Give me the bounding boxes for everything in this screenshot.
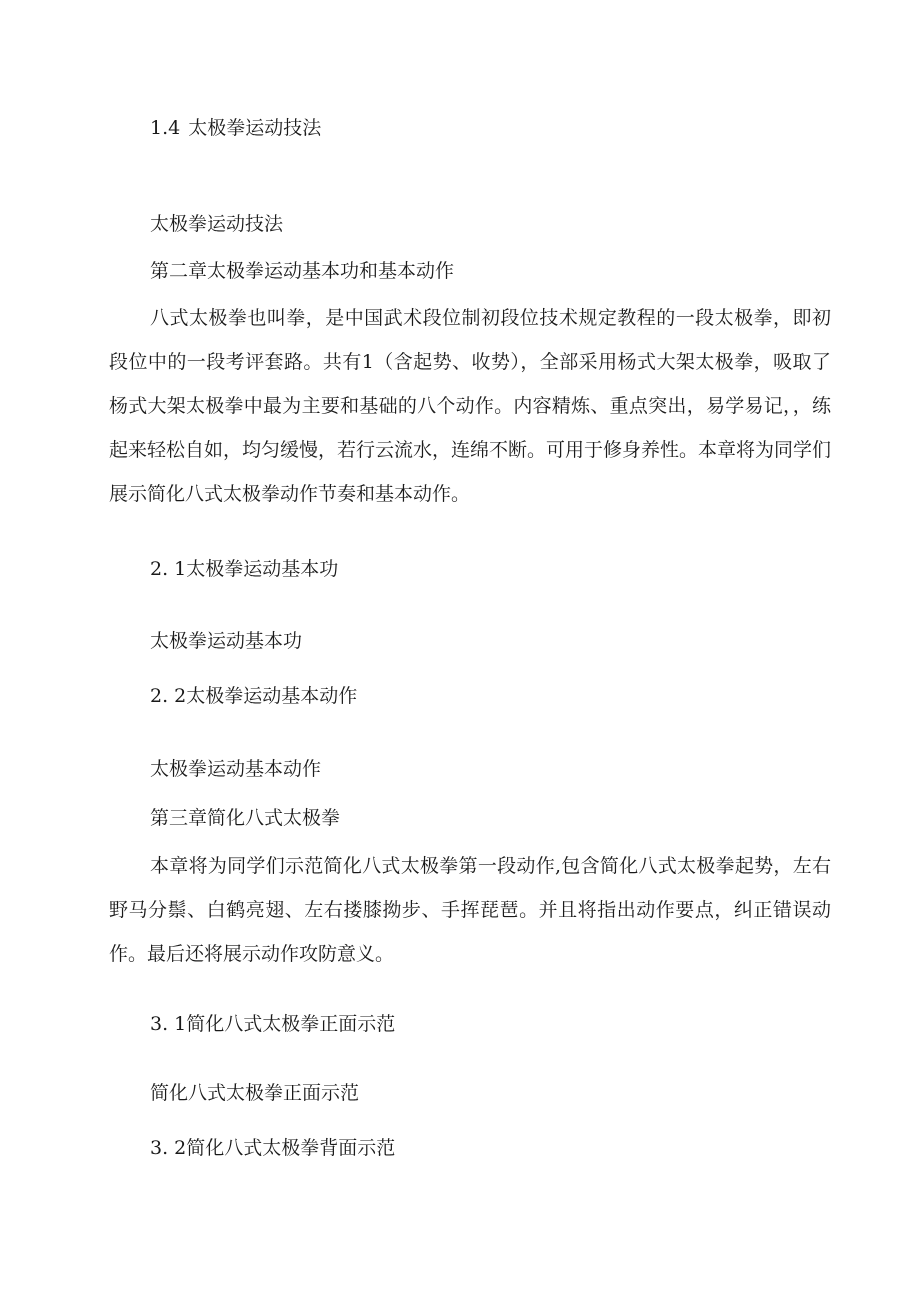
chapter-2-title: 第二章太极拳运动基本功和基本动作 — [150, 260, 455, 282]
chapter-2-paragraph: 八式太极拳也叫拳，是中国武术段位制初段位技术规定教程的一段太极拳，即初段位中的一段考评套路。共有1（含起势、收势），全部采用杨式大架太极拳，吸取了杨式大架太极拳中最为主要和基础的八个动作。内容精炼、重点突出，易学易记，，练起来轻松自如，均匀缓慢，若行云流水，连绵不断。可用于修身养性。本章将为同学们展示简化八式太极拳动作节奏和基本动作。 — [109, 307, 832, 505]
section-number: 1.4 — [150, 117, 181, 139]
subheading-2-1: 太极拳运动基本功 — [150, 630, 303, 652]
chapter-3-title: 第三章简化八式太极拳 — [150, 807, 341, 829]
section-heading-1-4 — [150, 116, 321, 140]
section-title: 太极拳运动技法 — [188, 117, 322, 139]
section-heading-2-1: 2. 1太极拳运动基本功 — [150, 558, 339, 580]
chapter-3-paragraph: 本章将为同学们示范简化八式太极拳第一段动作,包含简化八式太极拳起势，左右野马分鬃、白鹤亮翅、左右搂膝拗步、手挥琵琶。并且将指出动作要点，纠正错误动作。最后还将展示动作攻防意义。 — [109, 855, 831, 965]
subheading-3-1: 简化八式太极拳正面示范 — [150, 1082, 360, 1104]
section-heading-3-2: 3. 2简化八式太极拳背面示范 — [150, 1137, 396, 1159]
section-heading-3-1: 3. 1简化八式太极拳正面示范 — [150, 1013, 396, 1035]
section-heading-2-2: 2. 2太极拳运动基本动作 — [150, 685, 358, 707]
subheading-2-2: 太极拳运动基本动作 — [150, 758, 322, 780]
subheading-1-4: 太极拳运动技法 — [150, 213, 284, 235]
